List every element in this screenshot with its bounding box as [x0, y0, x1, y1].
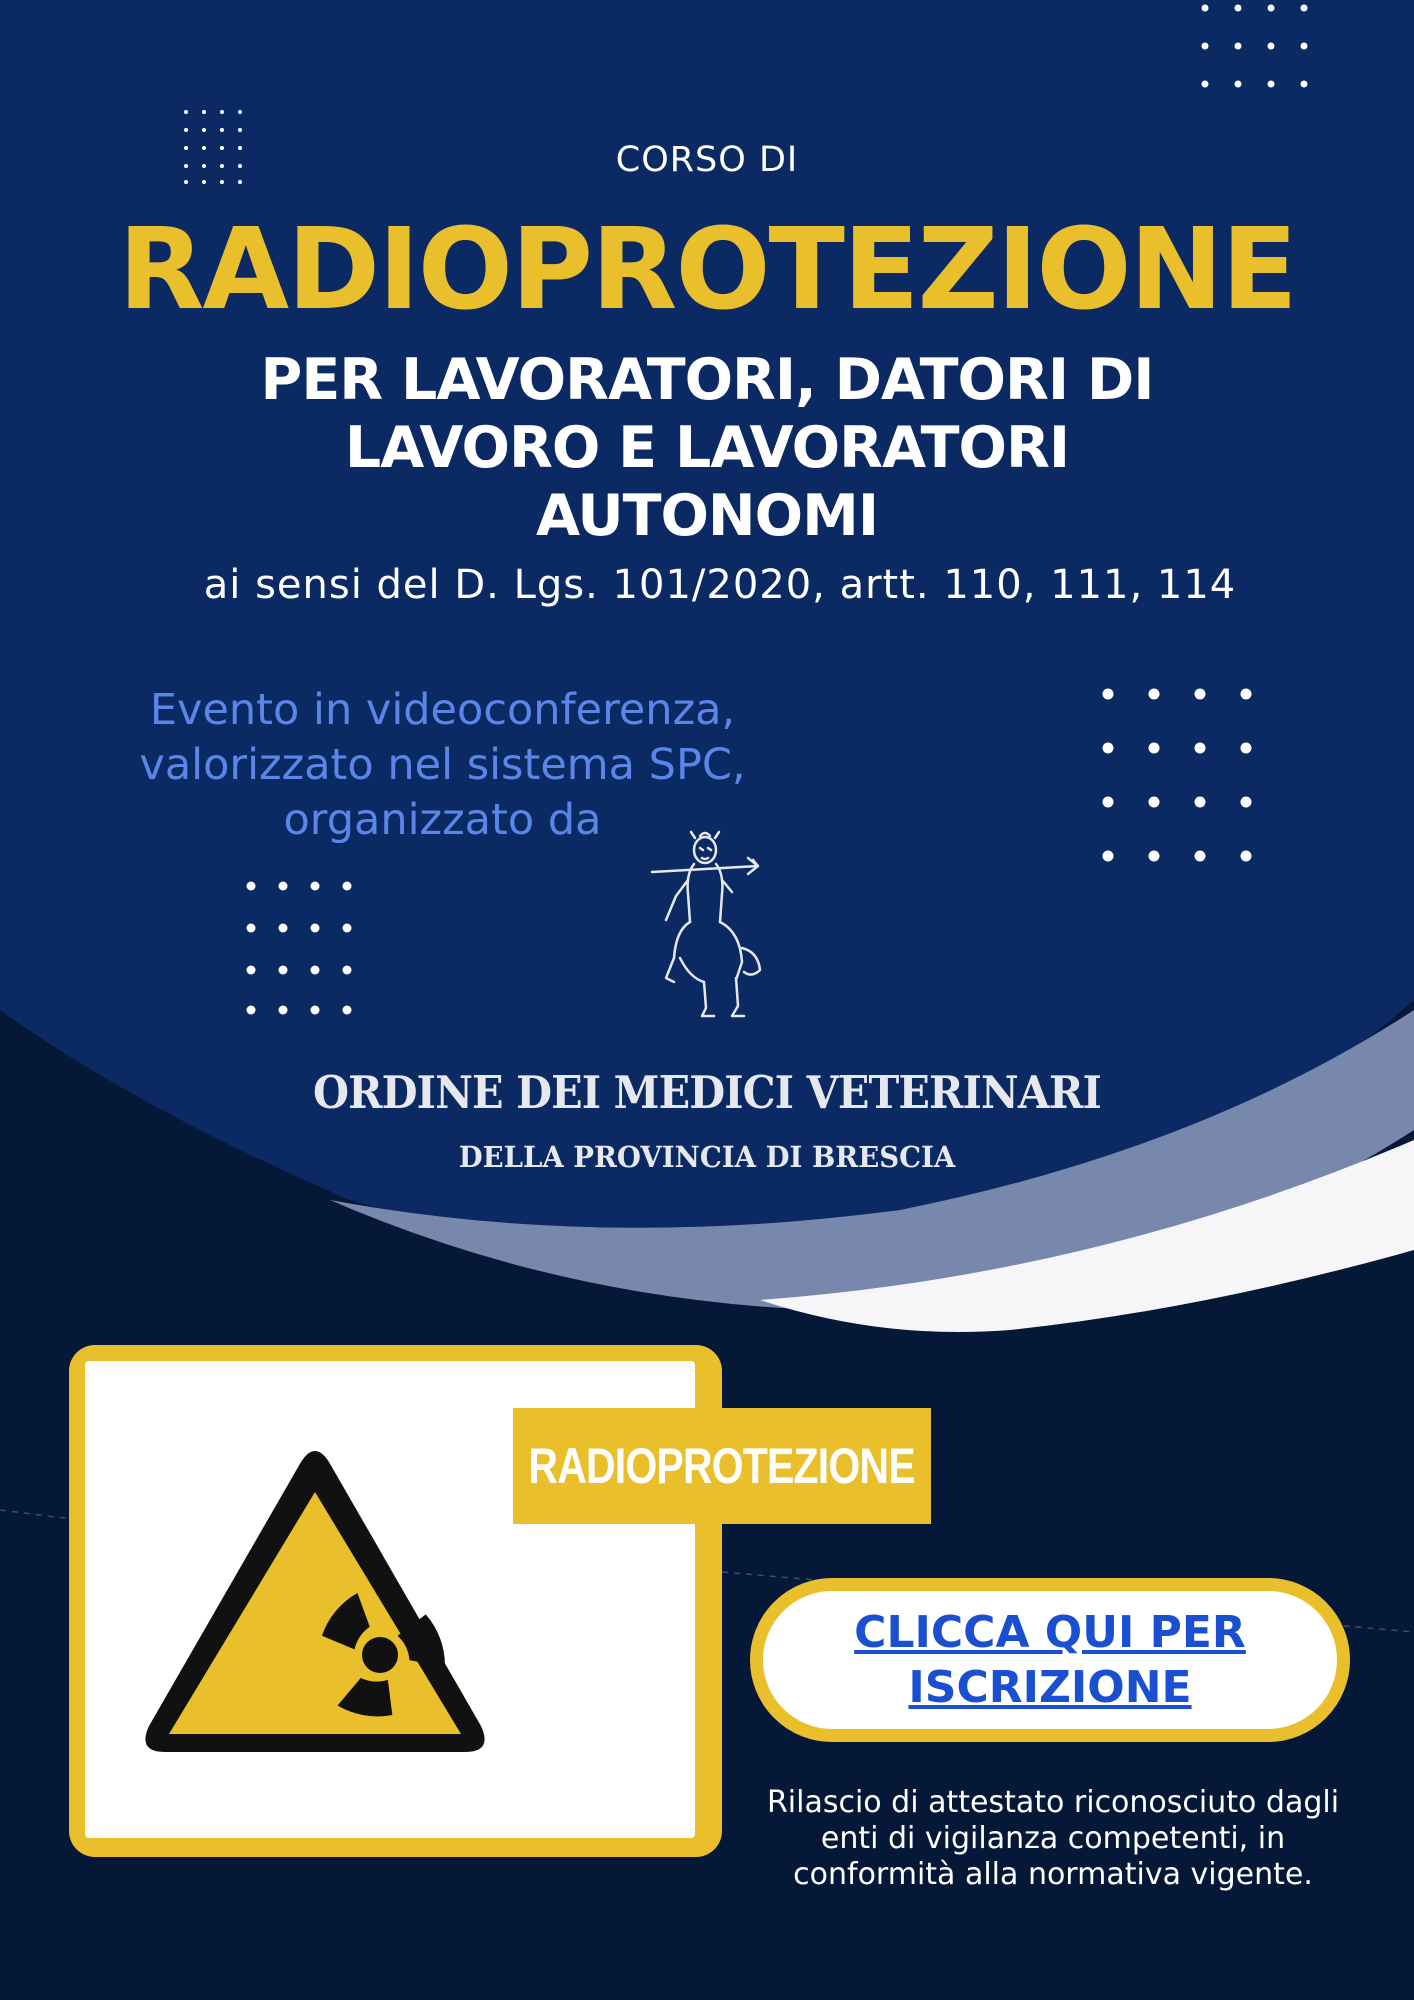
organizer-province: DELLA PROVINCIA DI BRESCIA: [458, 1140, 956, 1174]
image-badge: [513, 1408, 931, 1524]
image-badge-label: RADIOPROTEZIONE: [528, 1438, 916, 1494]
radiation-warning-icon: [125, 1440, 565, 1770]
event-description: Evento in videoconferenza, valorizzato nel sistema SPC, organizzato da: [139, 685, 746, 845]
decorative-dots-left: [240, 874, 370, 1024]
decorative-dots-right: [1090, 680, 1270, 870]
organizer-name: ORDINE DEI MEDICI VETERINARI: [313, 1066, 1101, 1119]
decorative-dots-top-right: [1190, 0, 1320, 100]
centaur-logo-icon: [640, 828, 770, 1048]
register-button-label[interactable]: CLICCA QUI PER ISCRIZIONE: [854, 1607, 1246, 1713]
course-kicker: CORSO DI: [615, 140, 799, 180]
legal-reference: ai sensi del D. Lgs. 101/2020, artt. 110, 111, 114: [203, 562, 1237, 608]
course-subtitle: PER LAVORATORI, DATORI DI LAVORO E LAVORATORI AUTONOMI: [260, 347, 1154, 549]
certificate-note: Rilascio di attestato riconosciuto dagli enti di vigilanza competenti, in conformità alla normativa vigente.: [766, 1785, 1340, 1892]
register-button[interactable]: [750, 1578, 1350, 1742]
course-title: RADIOPROTEZIONE: [118, 205, 1296, 335]
